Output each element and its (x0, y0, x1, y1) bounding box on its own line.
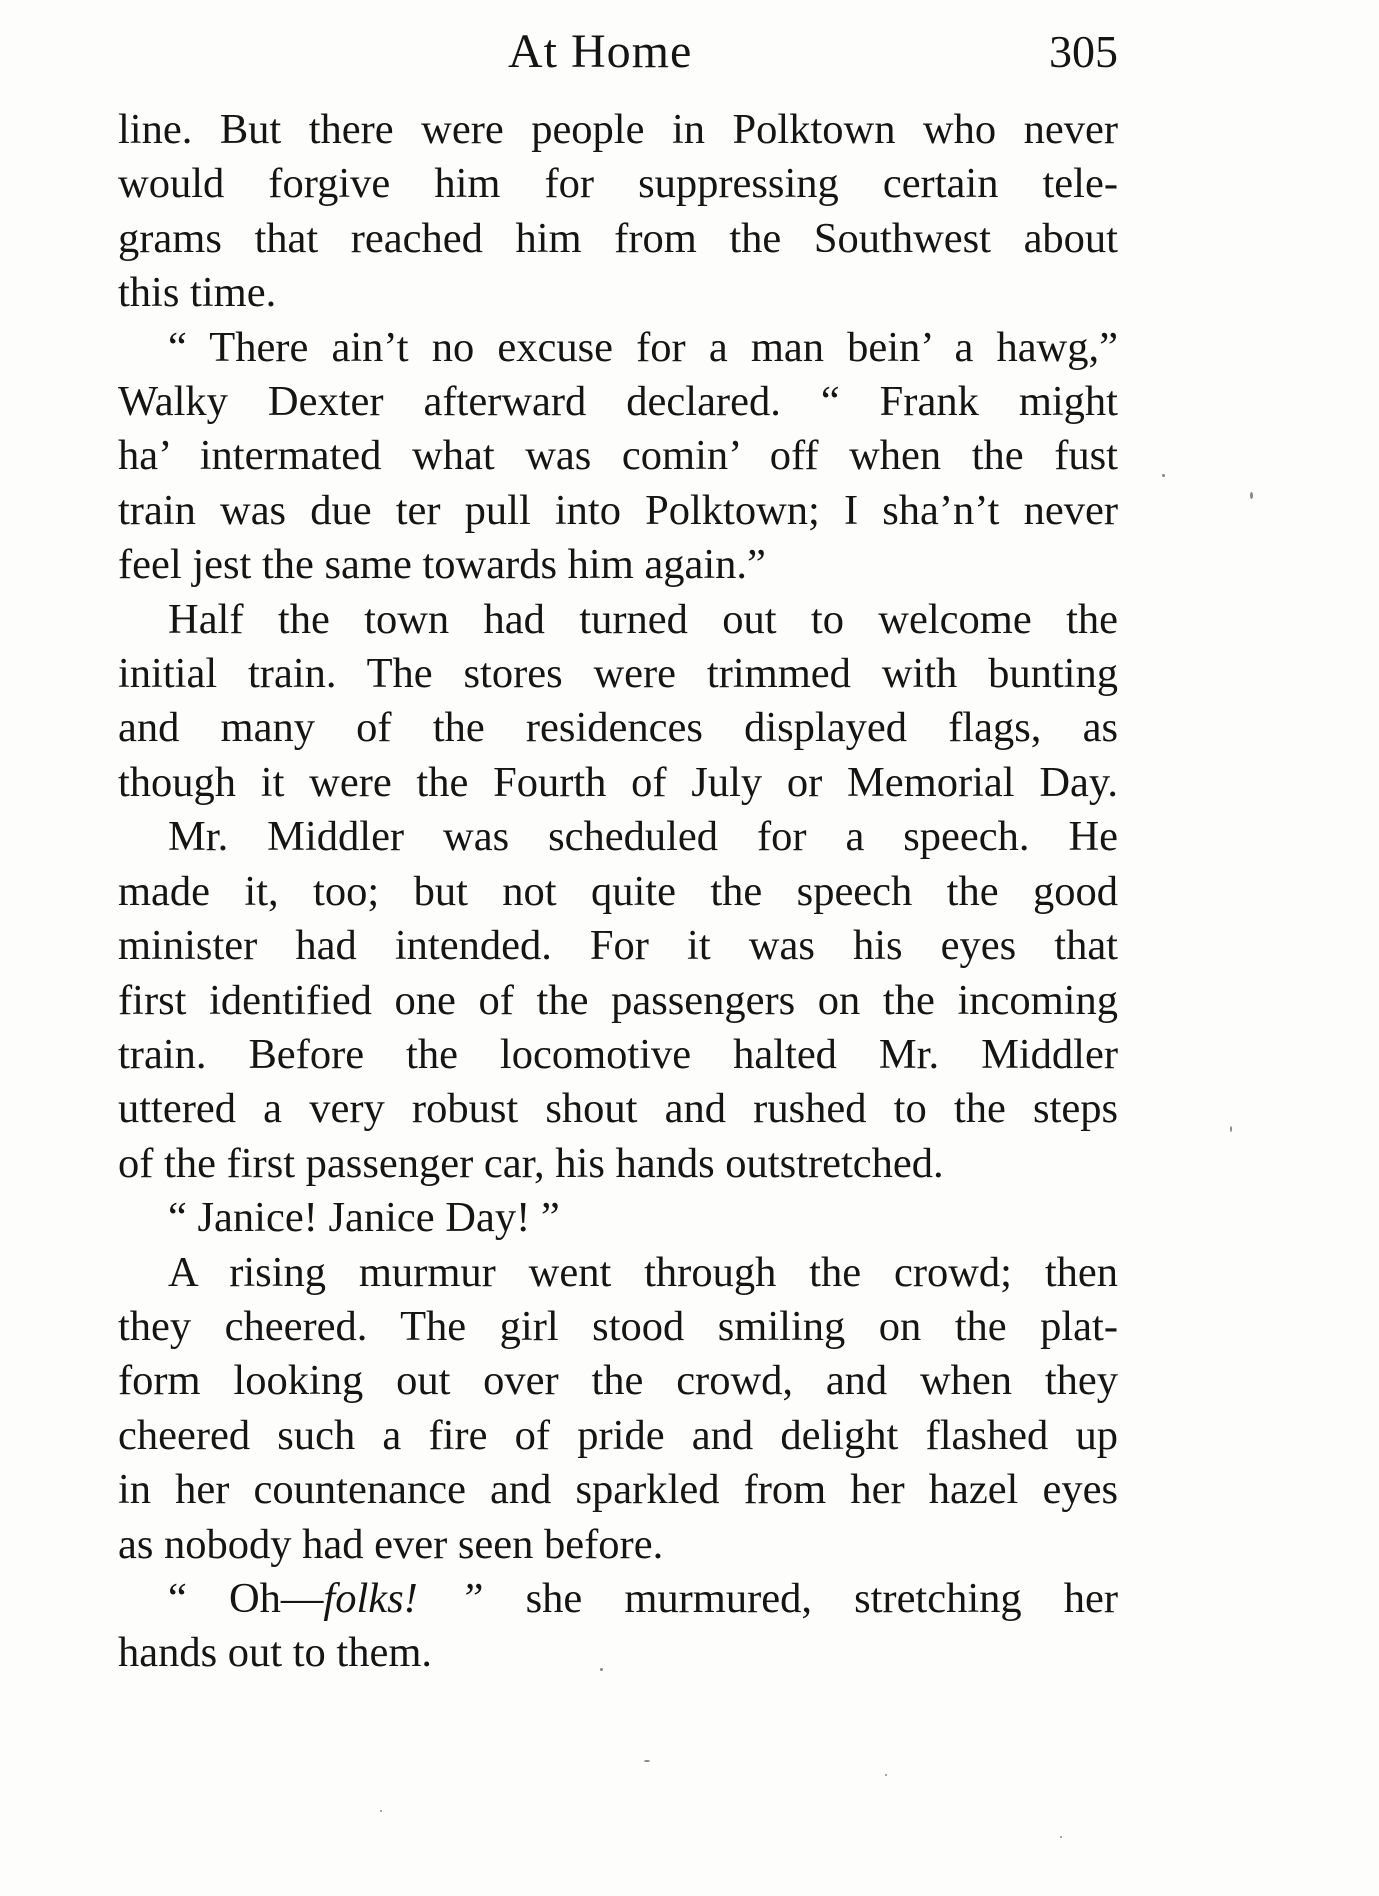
scan-speck (1250, 492, 1253, 499)
paragraph (118, 1572, 1118, 1681)
scan-speck (380, 1810, 382, 1812)
text-line: they cheered. The girl stood smiling on the plat- (118, 1302, 1118, 1350)
scan-speck (644, 1760, 650, 1762)
paragraph (118, 593, 1118, 811)
text-line: line. But there were people in Polktown who never (118, 106, 1118, 153)
text-line: hands out to them. (118, 1629, 432, 1677)
running-head (118, 22, 1118, 82)
text-line: Walky Dexter afterward declared. “ Frank might (118, 378, 1118, 426)
text-line: feel jest the same towards him again.” (118, 541, 766, 589)
scan-speck (1230, 1126, 1232, 1132)
page-number: 305 (1049, 26, 1118, 77)
text-line: ha’ intermated what was comin’ off when the fust (118, 432, 1118, 480)
text-line: and many of the residences displayed flags, as (118, 704, 1118, 752)
running-title: At Home (508, 25, 693, 78)
text-line: grams that reached him from the Southwest about (118, 214, 1118, 262)
text-line: train was due ter pull into Polktown; I sha’n’t never (118, 486, 1118, 534)
text-line: minister had intended. For it was his eyes that (118, 922, 1118, 970)
italic-text: folks! ” (323, 1574, 484, 1622)
text-run: she murmured, stretching her (483, 1574, 1119, 1622)
text-line: Half the town had turned out to welcome the (168, 595, 1118, 643)
paragraph (118, 321, 1118, 593)
paragraph (118, 810, 1118, 1191)
scan-speck (885, 1774, 887, 1776)
text-line: in her countenance and sparkled from her hazel eyes (118, 1466, 1118, 1514)
text-line: this time. (118, 269, 277, 317)
text-line: first identified one of the passengers on the incoming (118, 976, 1118, 1024)
text-line: uttered a very robust shout and rushed to the steps (118, 1085, 1118, 1133)
text-line: “ Janice! Janice Day! ” (168, 1194, 560, 1242)
text-line: “ There ain’t no excuse for a man bein’ a hawg,” (168, 323, 1118, 371)
text-line: initial train. The stores were trimmed with bunting (118, 650, 1118, 698)
scan-speck (600, 1668, 603, 1671)
text-line: made it, too; but not quite the speech the good (118, 867, 1118, 915)
text-line: would forgive him for suppressing certain tele- (118, 160, 1118, 208)
text-line: cheered such a fire of pride and delight flashed up (118, 1411, 1118, 1459)
text-run: “ Oh— (168, 1574, 324, 1622)
text-line: though it were the Fourth of July or Memorial Day. (118, 758, 1118, 806)
paragraph (118, 1191, 1118, 1245)
body-text (118, 103, 1118, 1681)
paragraph (118, 103, 1118, 321)
text-line: Mr. Middler was scheduled for a speech. He (168, 813, 1118, 861)
text-line: as nobody had ever seen before. (118, 1520, 664, 1568)
text-line: A rising murmur went through the crowd; then (168, 1248, 1118, 1296)
text-line: of the first passenger car, his hands outstretched. (118, 1139, 944, 1187)
paragraph (118, 1246, 1118, 1572)
text-line (118, 1572, 1118, 1626)
text-line: train. Before the locomotive halted Mr. Middler (118, 1030, 1118, 1078)
scan-speck (1060, 1836, 1062, 1838)
text-line: form looking out over the crowd, and when they (118, 1357, 1118, 1405)
scan-speck (1162, 474, 1165, 477)
